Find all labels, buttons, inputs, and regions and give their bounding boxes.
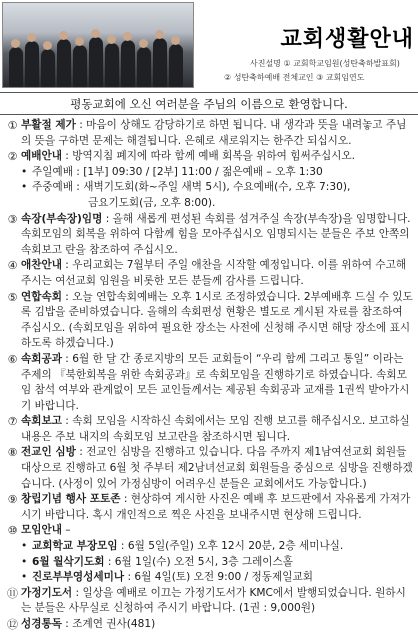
worship-weekday	[4, 180, 414, 196]
list-item	[4, 258, 414, 289]
item-text: : 우리교회는 7월부터 주일 애찬을 시작할 예정입니다. 이를 위하여 수고해 주시는 여선교회 임원을 비롯한 모든 분들께 감사를 드립니다.	[21, 259, 407, 287]
item-text: : 일상을 예배로 이끄는 가정기도서가 KMC에서 발행되었습니다. 원하시는 분들은 사무실로 신청하여 주시기 바랍니다. (1권 : 9,000원)	[21, 586, 406, 615]
bullet-icon: •	[21, 181, 28, 194]
list-item	[4, 352, 414, 414]
item-text: : 현상하여 게시한 사진은 예배 후 보드판에서 자유롭게 가져가시기 바랍니다. 혹시 개인적으로 찍은 사진을 보내주시면 현상해 드립니다.	[21, 493, 411, 521]
list-item	[4, 586, 414, 617]
item-number: ⑦	[7, 415, 18, 429]
item-heading: 모임안내	[21, 524, 62, 537]
notice-list	[4, 118, 414, 633]
divider	[0, 92, 418, 93]
item-heading: 성경통독	[21, 618, 62, 630]
worship-text: : 새벽기도회(화~주일 새벽 5시), 수요예배(수, 오후 7:30),	[72, 181, 351, 194]
item-heading: 속회공과	[21, 352, 62, 365]
header	[0, 0, 418, 92]
meeting-text: : 6월 1일(수) 오전 5시, 3층 그레이스홀	[104, 555, 294, 568]
item-text: : 속회 모임을 시작하신 속회에서는 모임 진행 보고를 해주십시오. 보고하실 내용은 주보 내지의 속회모임 보고란을 참조하시면 됩니다.	[21, 415, 410, 443]
meeting-item	[4, 555, 414, 571]
divider	[0, 114, 418, 115]
item-number: ⑧	[7, 446, 18, 460]
worship-text: 금요기도회(금, 오후 8:00).	[88, 196, 216, 209]
item-text: : 오늘 연합속회예배는 오후 1시로 조정하였습니다. 2부예배후 드실 수 있도록 김밥을 준비하였습니다. 올해의 속회편성 현황은 별도로 게시된 자료를 참조하여 주십시오. (속회모임을 위하여 필요한 장소는 사전에 신청해 주시면 해당 장소에 표시하도록 하겠습니다.)	[21, 290, 413, 350]
item-number: ⑨	[7, 493, 18, 507]
item-number: ④	[7, 259, 18, 273]
meeting-text: : 6월 4일(토) 오전 9:00 / 정동제일교회	[124, 571, 313, 584]
item-number: ③	[7, 212, 18, 226]
item-number: ⑪	[7, 586, 18, 600]
list-item	[4, 445, 414, 492]
worship-label: 주일예배	[32, 165, 73, 178]
list-item	[4, 414, 414, 445]
item-number: ⑩	[7, 524, 18, 538]
meeting-text: : 6월 5일(주일) 오후 12시 20분, 2층 세미나실.	[117, 540, 344, 553]
item-heading: 전교인 심방	[21, 446, 76, 459]
welcome-message: 평동교회에 오신 여러분을 주님의 이름으로 환영합니다.	[70, 97, 348, 111]
item-heading: 창립기념 행사 포토존	[21, 493, 121, 506]
item-text: : 전교인 심방을 진행하고 있습니다. 다음 주까지 제1남여선교회 회원들 대상으로 진행하고 6월 첫 주부터 제2남녀선교회 회원들을 중심으로 심방을 진행하겠습니다. (사정이 있어 가정심방이 어려우신 분들은 교회에서도 가능합니다.)	[21, 446, 413, 490]
item-heading: 예배안내	[21, 150, 62, 163]
item-text: : 방역지침 폐지에 따라 함께 예배 회복을 위하여 힘써주십시오.	[61, 150, 356, 163]
congregation-photo	[2, 2, 194, 88]
list-item	[4, 212, 414, 259]
photo-caption: ② 성탄축하예배 전체교인 ③ 교회임연도	[224, 73, 365, 82]
item-text: : 조계연 권사(481)	[61, 618, 156, 630]
item-heading: 속회보고	[21, 415, 62, 428]
bullet-icon: •	[21, 571, 28, 584]
item-heading: 애찬안내	[21, 259, 62, 272]
list-item	[4, 523, 414, 539]
bullet-icon: •	[21, 555, 28, 568]
list-item	[4, 118, 414, 149]
item-heading: 가정기도서	[21, 586, 73, 599]
worship-label: 주중예배	[32, 181, 73, 194]
meeting-label: 교회학교 부장모임	[32, 540, 118, 553]
item-heading: 연합속회	[21, 290, 62, 303]
worship-text: : [1부] 09:30 / [2부] 11:00 / 젊은예배 – 오후 1:30	[72, 165, 323, 178]
item-number: ②	[7, 150, 18, 164]
list-item	[4, 149, 414, 165]
item-text: : 6월 한 달 간 종로지방의 모든 교회들이 “우리 함께 그리고 통일” 이라는 주제의 『북한회복을 위한 속회공과』로 속회모임을 진행하기로 하였습니다. 속회모임 참석 여부와 관계없이 모든 교인들께서는 제공된 속회공과 교재를 1권씩 받아가시기 바랍니다.	[21, 352, 410, 412]
worship-sunday	[4, 165, 414, 181]
item-number: ①	[7, 119, 18, 132]
item-heading: 부활절 제가	[21, 119, 76, 131]
photo-caption: 사진설명 ① 교회학교임원(성탄축하발표회)	[250, 59, 400, 68]
meeting-item	[4, 539, 414, 555]
item-number: ⑫	[7, 618, 18, 631]
bullet-icon: •	[21, 165, 28, 178]
page-title: 교회생활안내	[280, 27, 414, 52]
item-text: : 올해 새롭게 편성된 속회를 섬겨주실 속장(부속장)을 임명합니다. 속회모임의 회복을 위하여 다함께 힘을 모아주십시오 임명되시는 분들은 주보 안쪽의 속회보고 란을 참조하여 주십시오.	[21, 212, 411, 256]
item-text: : 마음이 상해도 감당하기로 하면 됩니다. 내 생각과 뜻을 내려놓고 주님의 뜻을 구하면 문제는 해결됩니다. 은혜로 새로워지는 한주간 되십시오.	[21, 119, 407, 147]
list-item	[4, 492, 414, 523]
item-number: ⑤	[7, 290, 18, 304]
list-item	[4, 290, 414, 352]
meeting-label: 6월 월삭기도회	[32, 555, 105, 568]
list-item	[4, 617, 414, 633]
bullet-icon: •	[21, 540, 28, 553]
item-heading: 속장(부속장)임명	[21, 212, 103, 225]
meeting-label: 진로부부영성세미나	[32, 571, 125, 584]
item-number: ⑥	[7, 352, 18, 366]
meeting-item	[4, 570, 414, 586]
item-text: –	[61, 524, 71, 537]
